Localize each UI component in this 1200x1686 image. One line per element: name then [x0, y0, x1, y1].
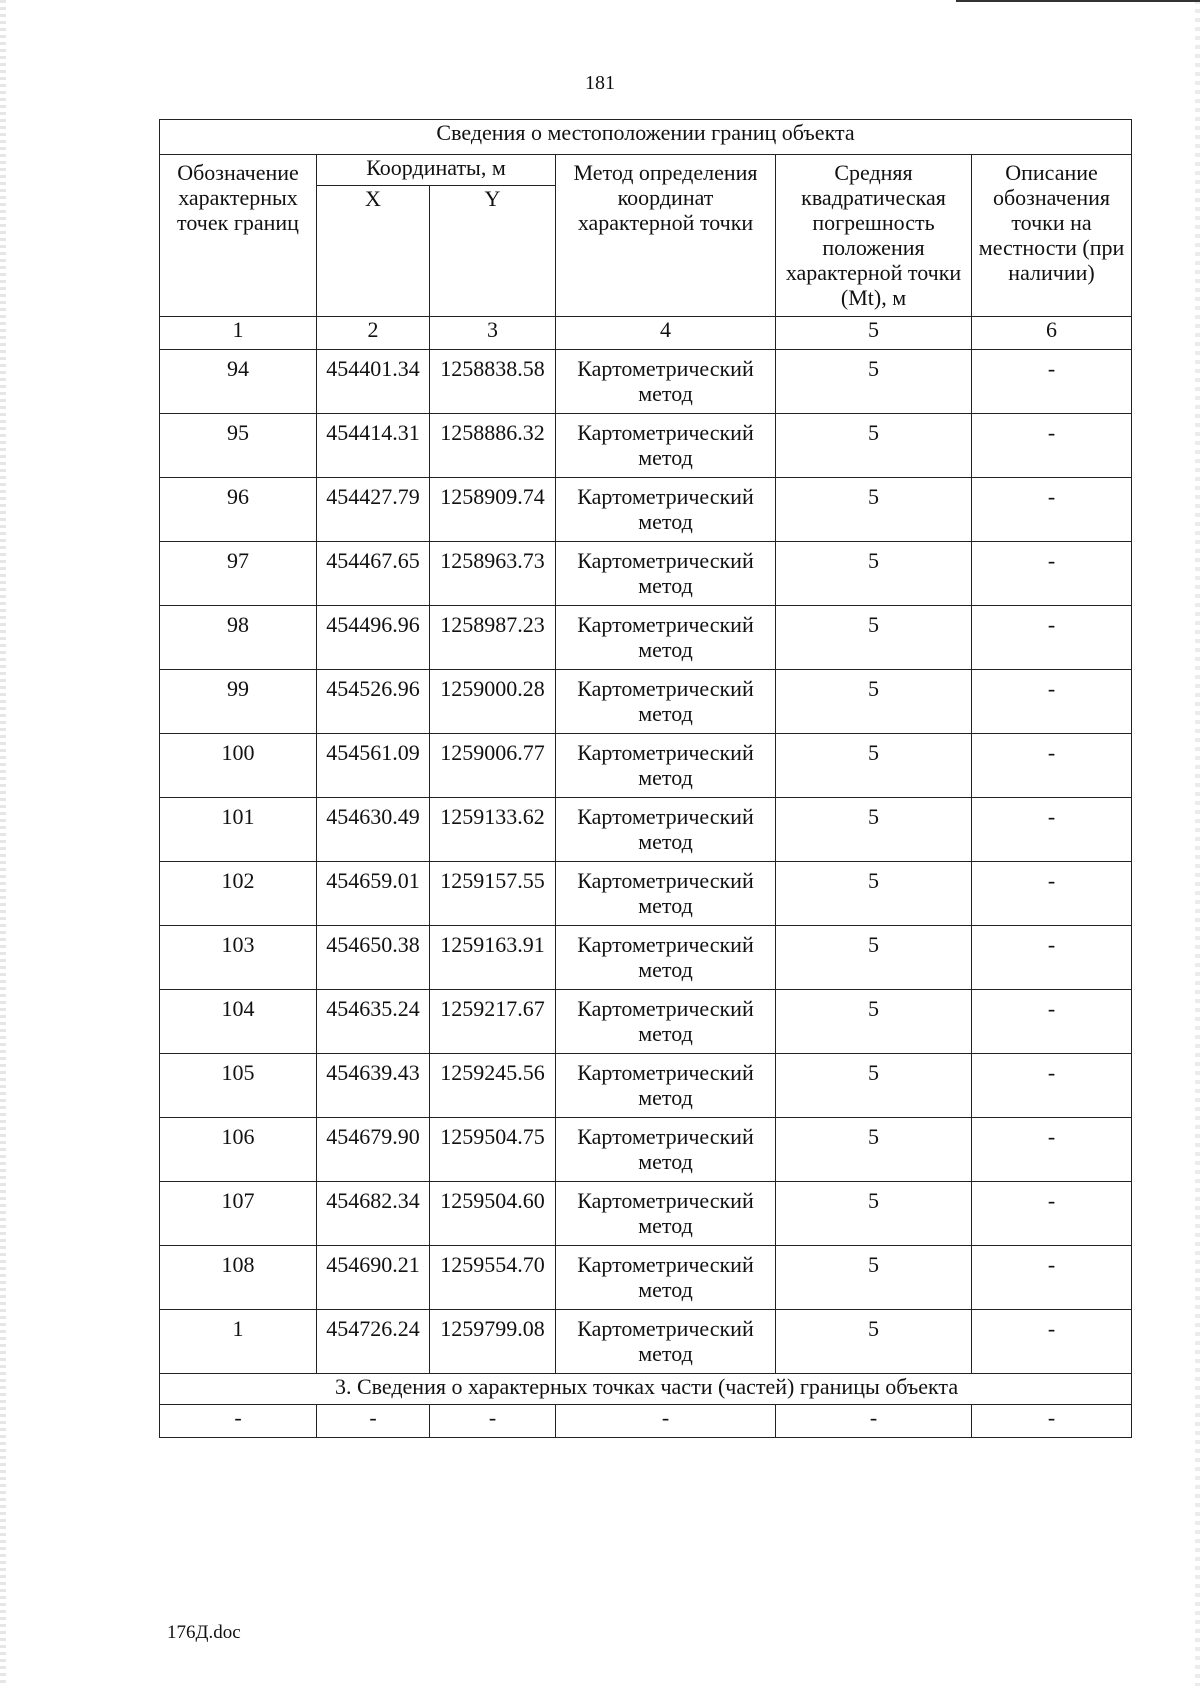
cell-y: 1258886.32	[430, 414, 556, 478]
table-row	[160, 542, 1132, 606]
cell-point: 1	[160, 1310, 317, 1374]
section3-cell: -	[430, 1405, 556, 1438]
cell-error: 5	[776, 478, 972, 542]
cell-description: -	[972, 670, 1132, 734]
cell-method: Картометрический метод	[556, 1118, 776, 1182]
cell-method: Картометрический метод	[556, 862, 776, 926]
table-row	[160, 1118, 1132, 1182]
cell-description: -	[972, 1054, 1132, 1118]
section3-title: 3. Сведения о характерных точках части (частей) границы объекта	[160, 1374, 1132, 1405]
scan-edge-left	[0, 0, 6, 1686]
cell-description: -	[972, 1182, 1132, 1246]
cell-description: -	[972, 862, 1132, 926]
table-row	[160, 926, 1132, 990]
table-row	[160, 1246, 1132, 1310]
section3-cell: -	[556, 1405, 776, 1438]
table-row	[160, 606, 1132, 670]
cell-y: 1259157.55	[430, 862, 556, 926]
cell-error: 5	[776, 670, 972, 734]
header-x: X	[317, 186, 430, 317]
cell-x: 454726.24	[317, 1310, 430, 1374]
cell-description: -	[972, 478, 1132, 542]
cell-x: 454467.65	[317, 542, 430, 606]
section3-cell: -	[972, 1405, 1132, 1438]
cell-description: -	[972, 734, 1132, 798]
cell-y: 1259554.70	[430, 1246, 556, 1310]
cell-description: -	[972, 606, 1132, 670]
cell-point: 94	[160, 350, 317, 414]
cell-error: 5	[776, 926, 972, 990]
cell-y: 1259504.75	[430, 1118, 556, 1182]
cell-error: 5	[776, 1182, 972, 1246]
cell-error: 5	[776, 798, 972, 862]
cell-x: 454401.34	[317, 350, 430, 414]
header-error: Средняя квадратическая погрешность положения характерной точки (Mt), м	[776, 155, 972, 317]
cell-point: 98	[160, 606, 317, 670]
cell-x: 454561.09	[317, 734, 430, 798]
cell-x: 454630.49	[317, 798, 430, 862]
column-number: 3	[430, 317, 556, 350]
table-row	[160, 734, 1132, 798]
table-title: Сведения о местоположении границ объекта	[160, 120, 1132, 155]
column-number: 1	[160, 317, 317, 350]
cell-x: 454679.90	[317, 1118, 430, 1182]
section3-cell: -	[160, 1405, 317, 1438]
column-number: 2	[317, 317, 430, 350]
cell-y: 1258987.23	[430, 606, 556, 670]
cell-error: 5	[776, 862, 972, 926]
cell-method: Картометрический метод	[556, 1246, 776, 1310]
column-number: 5	[776, 317, 972, 350]
cell-x: 454682.34	[317, 1182, 430, 1246]
cell-method: Картометрический метод	[556, 1310, 776, 1374]
cell-method: Картометрический метод	[556, 1182, 776, 1246]
table-row	[160, 862, 1132, 926]
cell-point: 105	[160, 1054, 317, 1118]
cell-x: 454639.43	[317, 1054, 430, 1118]
scan-top-line	[956, 0, 1200, 2]
cell-y: 1258963.73	[430, 542, 556, 606]
cell-point: 107	[160, 1182, 317, 1246]
cell-x: 454635.24	[317, 990, 430, 1054]
cell-method: Картометрический метод	[556, 350, 776, 414]
cell-y: 1258909.74	[430, 478, 556, 542]
cell-point: 100	[160, 734, 317, 798]
table-row	[160, 1054, 1132, 1118]
cell-error: 5	[776, 1118, 972, 1182]
cell-method: Картометрический метод	[556, 542, 776, 606]
cell-y: 1259504.60	[430, 1182, 556, 1246]
boundary-coordinates-table	[159, 119, 1132, 1438]
cell-error: 5	[776, 1246, 972, 1310]
cell-y: 1259163.91	[430, 926, 556, 990]
table-row	[160, 670, 1132, 734]
cell-point: 103	[160, 926, 317, 990]
cell-error: 5	[776, 1310, 972, 1374]
cell-method: Картометрический метод	[556, 1054, 776, 1118]
cell-method: Картометрический метод	[556, 990, 776, 1054]
cell-error: 5	[776, 542, 972, 606]
cell-method: Картометрический метод	[556, 926, 776, 990]
table-row	[160, 478, 1132, 542]
cell-y: 1259006.77	[430, 734, 556, 798]
cell-y: 1259000.28	[430, 670, 556, 734]
cell-description: -	[972, 350, 1132, 414]
cell-method: Картометрический метод	[556, 478, 776, 542]
table-row	[160, 414, 1132, 478]
table-row	[160, 1182, 1132, 1246]
cell-y: 1259245.56	[430, 1054, 556, 1118]
cell-point: 106	[160, 1118, 317, 1182]
cell-y: 1259217.67	[430, 990, 556, 1054]
cell-description: -	[972, 798, 1132, 862]
table-row	[160, 990, 1132, 1054]
cell-error: 5	[776, 606, 972, 670]
cell-point: 99	[160, 670, 317, 734]
cell-error: 5	[776, 414, 972, 478]
cell-x: 454526.96	[317, 670, 430, 734]
cell-point: 108	[160, 1246, 317, 1310]
cell-x: 454427.79	[317, 478, 430, 542]
cell-point: 96	[160, 478, 317, 542]
section3-cell: -	[317, 1405, 430, 1438]
header-method: Метод определения координат характерной точки	[556, 155, 776, 317]
header-coordinates: Координаты, м	[317, 155, 556, 186]
cell-method: Картометрический метод	[556, 414, 776, 478]
section3-cell: -	[776, 1405, 972, 1438]
page-number: 181	[585, 72, 615, 94]
scan-edge-right	[1195, 0, 1200, 1686]
cell-description: -	[972, 1246, 1132, 1310]
cell-description: -	[972, 990, 1132, 1054]
cell-description: -	[972, 542, 1132, 606]
cell-point: 102	[160, 862, 317, 926]
column-number: 6	[972, 317, 1132, 350]
cell-point: 104	[160, 990, 317, 1054]
cell-point: 97	[160, 542, 317, 606]
cell-x: 454414.31	[317, 414, 430, 478]
cell-y: 1258838.58	[430, 350, 556, 414]
table-row	[160, 1310, 1132, 1374]
cell-x: 454650.38	[317, 926, 430, 990]
cell-error: 5	[776, 350, 972, 414]
cell-point: 95	[160, 414, 317, 478]
cell-x: 454659.01	[317, 862, 430, 926]
column-number: 4	[556, 317, 776, 350]
cell-x: 454690.21	[317, 1246, 430, 1310]
cell-y: 1259799.08	[430, 1310, 556, 1374]
cell-x: 454496.96	[317, 606, 430, 670]
cell-error: 5	[776, 990, 972, 1054]
cell-method: Картометрический метод	[556, 670, 776, 734]
header-designation: Обозначение характерных точек границ	[160, 155, 317, 317]
header-y: Y	[430, 186, 556, 317]
cell-error: 5	[776, 1054, 972, 1118]
cell-description: -	[972, 926, 1132, 990]
cell-method: Картометрический метод	[556, 798, 776, 862]
cell-point: 101	[160, 798, 317, 862]
cell-description: -	[972, 1310, 1132, 1374]
cell-description: -	[972, 1118, 1132, 1182]
table-row	[160, 798, 1132, 862]
table-row	[160, 350, 1132, 414]
cell-y: 1259133.62	[430, 798, 556, 862]
footer-filename: 176Д.doc	[167, 1622, 241, 1643]
header-description: Описание обозначения точки на местности (при наличии)	[972, 155, 1132, 317]
cell-method: Картометрический метод	[556, 606, 776, 670]
cell-description: -	[972, 414, 1132, 478]
cell-method: Картометрический метод	[556, 734, 776, 798]
cell-error: 5	[776, 734, 972, 798]
